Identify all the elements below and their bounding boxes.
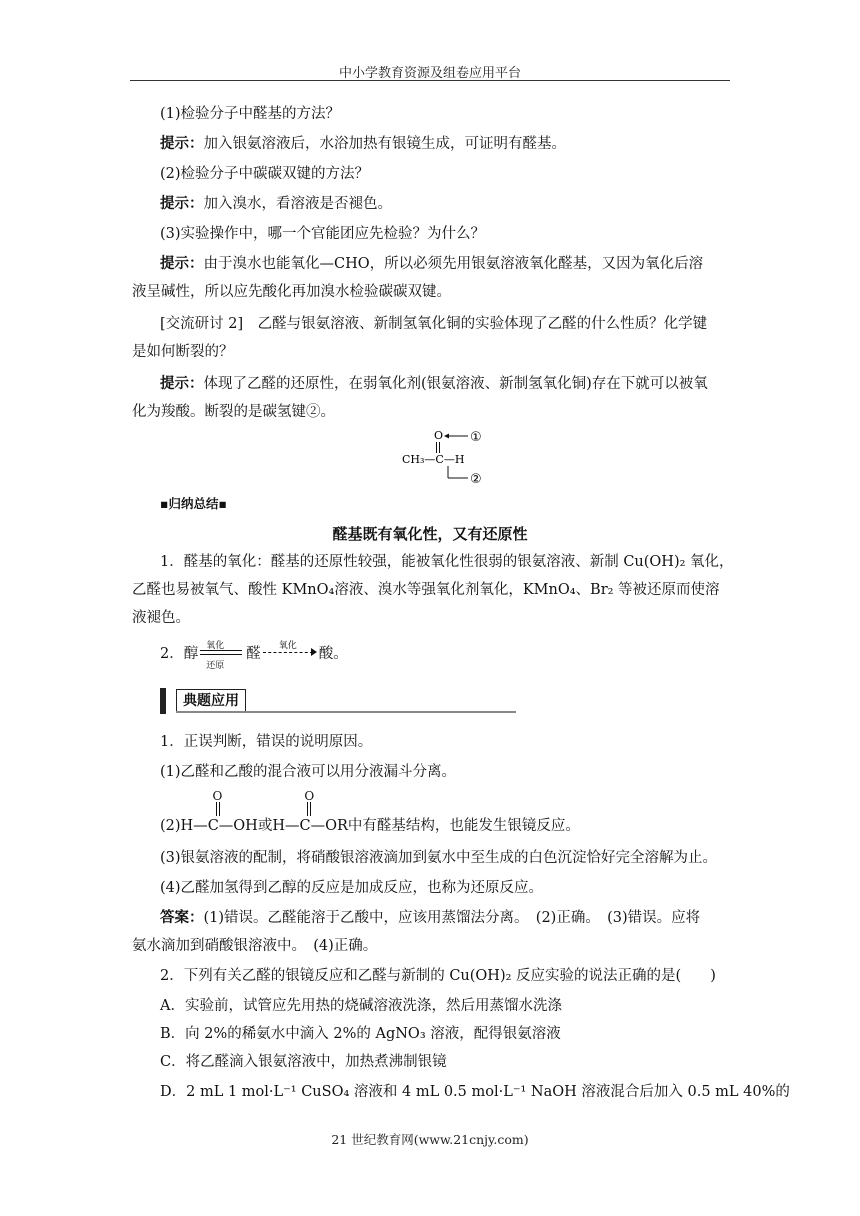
hint-4	[160, 374, 708, 394]
hint-label: 提示：	[160, 135, 204, 152]
page-header: 中小学教育资源及组卷应用平台	[338, 66, 521, 81]
item-2-suffix: 中有醛基结构，也能发生银镜反应。	[347, 818, 580, 834]
exercise-2-option-a: A．实验前，试管应先用热的烧碱溶液洗涤，然后用蒸馏水洗涤	[160, 998, 562, 1014]
formic-acid-text: H—C—OH	[180, 818, 258, 834]
exercise-1-answer-cont: 氨水滴加到硝酸银溶液中。 (4)正确。	[132, 938, 378, 954]
exercise-1-stem: 1．正误判断，错误的说明原因。	[160, 734, 373, 750]
summary-point-2	[160, 641, 348, 671]
alcohol-text: 2．醇	[160, 646, 199, 662]
arrow-label-oxidize-2: 氧化	[278, 641, 297, 651]
aldehyde-text: 醛	[246, 646, 261, 662]
hint-3	[160, 254, 703, 274]
header-rule	[130, 80, 730, 81]
answer-label: 答案：	[160, 909, 204, 926]
acid-text: 酸。	[318, 646, 348, 662]
arrow-label-oxidize: 氧化	[206, 641, 225, 651]
hint-1	[160, 134, 566, 154]
exercise-2-option-d: D．2 mL 1 mol·L⁻¹ CuSO₄ 溶液和 4 mL 0.5 mol·L⁻¹ NaOH 溶液混合后加入 0.5 mL 40%的	[160, 1084, 790, 1100]
bond-mark-1: ①	[470, 430, 482, 445]
formic-acid-formula	[180, 789, 258, 836]
answer-text: (1)错误。乙醛能溶于乙酸中，应该用蒸馏法分离。 (2)正确。 (3)错误。应将	[203, 910, 701, 926]
hint-2	[160, 194, 392, 214]
bond-mark-2: ②	[470, 472, 482, 486]
hint-3-cont: 液呈碱性，所以应先酸化再加溴水检验碳碳双键。	[132, 284, 451, 300]
summary-point-1-cont2: 液褪色。	[132, 610, 190, 626]
arrow-label-reduce: 还原	[206, 661, 225, 671]
oxygen-label: O	[434, 429, 444, 442]
hint-4-cont: 化为羧酸。断裂的是碳氢键②。	[132, 404, 335, 420]
question-3: (3)实验操作中，哪一个官能团应先检验？为什么？	[160, 226, 486, 242]
hint-text: 加入溴水，看溶液是否褪色。	[203, 196, 392, 212]
hint-text: 由于溴水也能氧化—CHO，所以必须先用银氨溶液氧化醛基，又因为氧化后溶	[203, 256, 704, 272]
oxidation-arrow	[261, 641, 319, 664]
hint-text: 体现了乙醛的还原性，在弱氧化剂(银氨溶液、新制氢氧化铜)存在下就可以被氧	[203, 376, 708, 392]
discussion-2-cont: 是如何断裂的？	[132, 344, 234, 360]
summary-point-1-cont: 乙醛也易被氧气、酸性 KMnO₄溶液、溴水等强氧化剂氧化，KMnO₄、Br₂ 等被还原而使溶	[132, 582, 720, 598]
exercise-1-item-1: (1)乙醛和乙酸的混合液可以用分液漏斗分离。	[160, 764, 457, 780]
section-bar	[160, 688, 166, 714]
exercise-1-item-2	[160, 789, 580, 836]
item-2-prefix: (2)	[160, 818, 181, 834]
section-underline	[176, 711, 516, 713]
question-1: (1)检验分子中醛基的方法？	[160, 106, 341, 122]
or-text: 或	[257, 818, 273, 834]
redox-double-arrow	[198, 641, 246, 671]
exercise-1-answer	[160, 908, 700, 928]
page-footer: 21 世纪教育网(www.21cnjy.com)	[331, 1132, 529, 1147]
ch3-c-h: CH₃—C—H	[402, 453, 465, 466]
discussion-2: [交流研讨 2] 乙醛与银氨溶液、新制氢氧化铜的实验体现了乙醛的什么性质？化学键	[160, 316, 708, 332]
question-2: (2)检验分子中碳碳双键的方法？	[160, 166, 370, 182]
formate-ester-formula	[272, 789, 348, 836]
formate-ester-text: H—C—OR	[272, 818, 348, 834]
summary-label: ▪归纳总结▪	[160, 496, 227, 511]
carbonyl-o-2: O	[304, 789, 315, 803]
exercise-2-stem: 2．下列有关乙醛的银镜反应和乙醛与新制的 Cu(OH)₂ 反应实验的说法正确的是( )	[160, 968, 716, 984]
summary-point-1: 1．醛基的氧化：醛基的还原性较强，能被氧化性很弱的银氨溶液、新制 Cu(OH)₂ 氧化，	[160, 554, 734, 570]
hint-label: 提示：	[160, 375, 204, 392]
hint-text: 加入银氨溶液后，水浴加热有银镜生成，可证明有醛基。	[203, 136, 566, 152]
exercise-2-option-c: C．将乙醛滴入银氨溶液中，加热煮沸制银镜	[160, 1054, 447, 1070]
hint-label: 提示：	[160, 255, 204, 272]
exercise-1-item-4: (4)乙醛加氢得到乙醇的反应是加成反应，也称为还原反应。	[160, 880, 544, 896]
exercise-1-item-3: (3)银氨溶液的配制，将硝酸银溶液滴加到氨水中至生成的白色沉淀恰好完全溶解为止。	[160, 850, 718, 866]
exercise-2-option-b: B．向 2%的稀氨水中滴入 2%的 AgNO₃ 溶液，配得银氨溶液	[160, 1026, 561, 1042]
summary-title: 醛基既有氧化性，又有还原性	[332, 525, 528, 543]
carbonyl-o: O	[212, 789, 223, 803]
hint-label: 提示：	[160, 195, 204, 212]
section-title: 典题应用	[176, 689, 246, 713]
acetaldehyde-structure	[400, 426, 500, 486]
